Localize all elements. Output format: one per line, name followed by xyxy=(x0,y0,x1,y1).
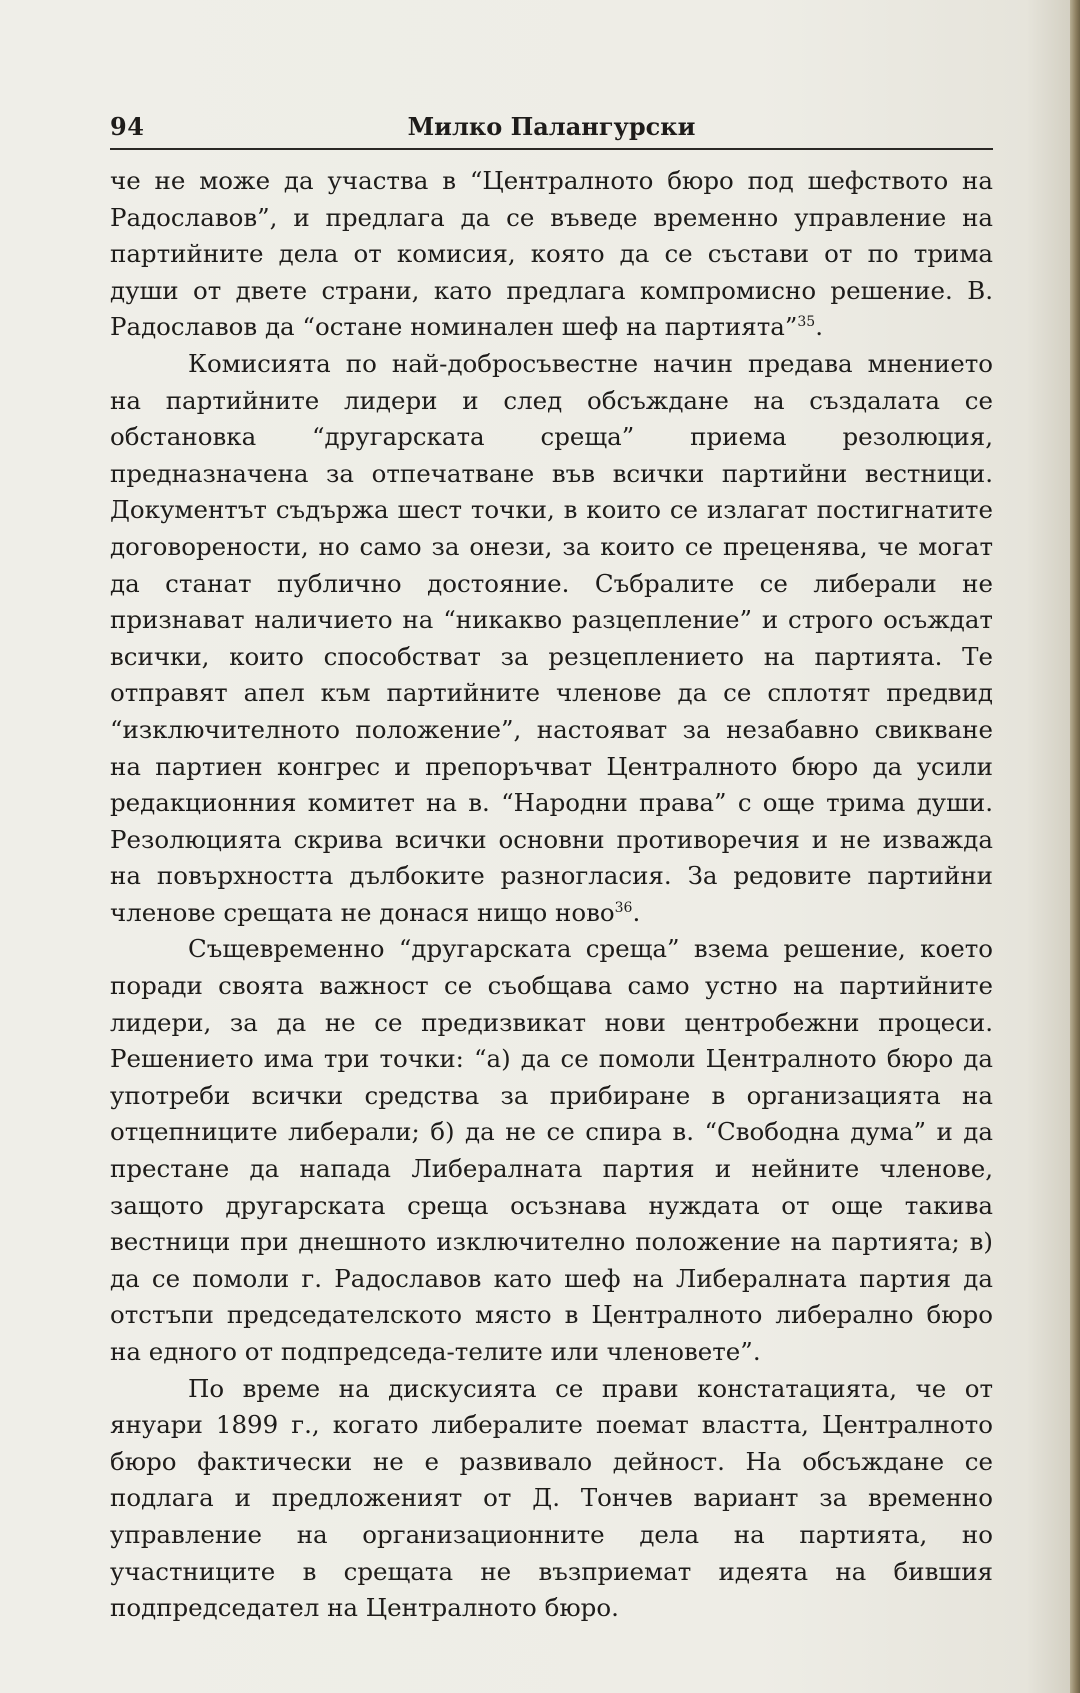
page-number: 94 xyxy=(110,112,145,141)
paragraph xyxy=(110,1371,993,1627)
paragraph xyxy=(110,346,993,932)
body-text xyxy=(110,163,993,1627)
paragraph-text: Същевременно “другарската среща” взема решение, което поради своята важност се съобщава само устно на партийните лидери, за да не се предизвикат нови центробежни процеси. Решението има три точки: “а) да се помоли Централното бюро да употреби всички средства за прибиране в организацията на отцепниците либерали; б) да не се спира в. “Свободна дума” и да престане да напада Либералната партия и нейните членове, защото другарската среща осъзнава нуждата от още такива вестници при днешното изключително положение на партията; в) да се помоли г. Радославов като шеф на Либералната партия да отстъпи председателското място в Централното либерално бюро на едного от подпредседа-телите или членовете”. xyxy=(110,934,993,1366)
paragraph-tail: . xyxy=(815,312,824,342)
page-header xyxy=(110,108,993,150)
paragraph xyxy=(110,163,993,346)
paragraph-text: че не може да участва в “Централното бюро под шефството на Радославов”, и предлага да се въведе временно управление на партийните дела от комисия, която да се състави от по трима души от двете страни, като предлага компромисно решение. В. Радославов да “остане номинален шеф на партията” xyxy=(110,166,993,342)
running-head-author: Милко Палангурски xyxy=(407,112,696,141)
footnote-ref: 35 xyxy=(797,314,816,331)
paragraph-text: По време на дискусията се прави констатацията, че от януари 1899 г., когато либералите поемат властта, Централното бюро фактически не е развивало дейност. На обсъждане се подлага и предложеният от Д. Тончев вариант за временно управление на организационните дела на партията, но участниците в срещата не възприемат идеята на бившия подпредседател на Централното бюро. xyxy=(110,1373,993,1623)
footnote-ref: 36 xyxy=(614,899,633,916)
page-edge xyxy=(1070,0,1080,1693)
paragraph-tail: . xyxy=(632,897,641,927)
paragraph xyxy=(110,931,993,1370)
paragraph-text: Комисията по най-добросъвестне начин предава мнението на партийните лидери и след обсъждане на създалата се обстановка “другарската среща” приема резолюция, предназначена за отпечатване във всички партийни вестници. Документът съдържа шест точки, в които се излагат постигнатите договорености, но само за онези, за които се преценява, че могат да станат публично достояние. Събралите се либерали не признават наличието на “никакво разцепление” и строго осъждат всички, които способстват за резцеплението на партията. Те отправят апел към партийните членове да се сплотят предвид “изключителното положение”, настояват за незабавно свикване на партиен конгрес и препоръчват Централното бюро да усили редакционния комитет на в. “Народни права” с още трима души. Резолюцията скрива всички основни противоречия и не изважда на повърхността дълбоките разногласия. За редовите партийни членове срещата не донася нищо ново xyxy=(110,348,993,927)
